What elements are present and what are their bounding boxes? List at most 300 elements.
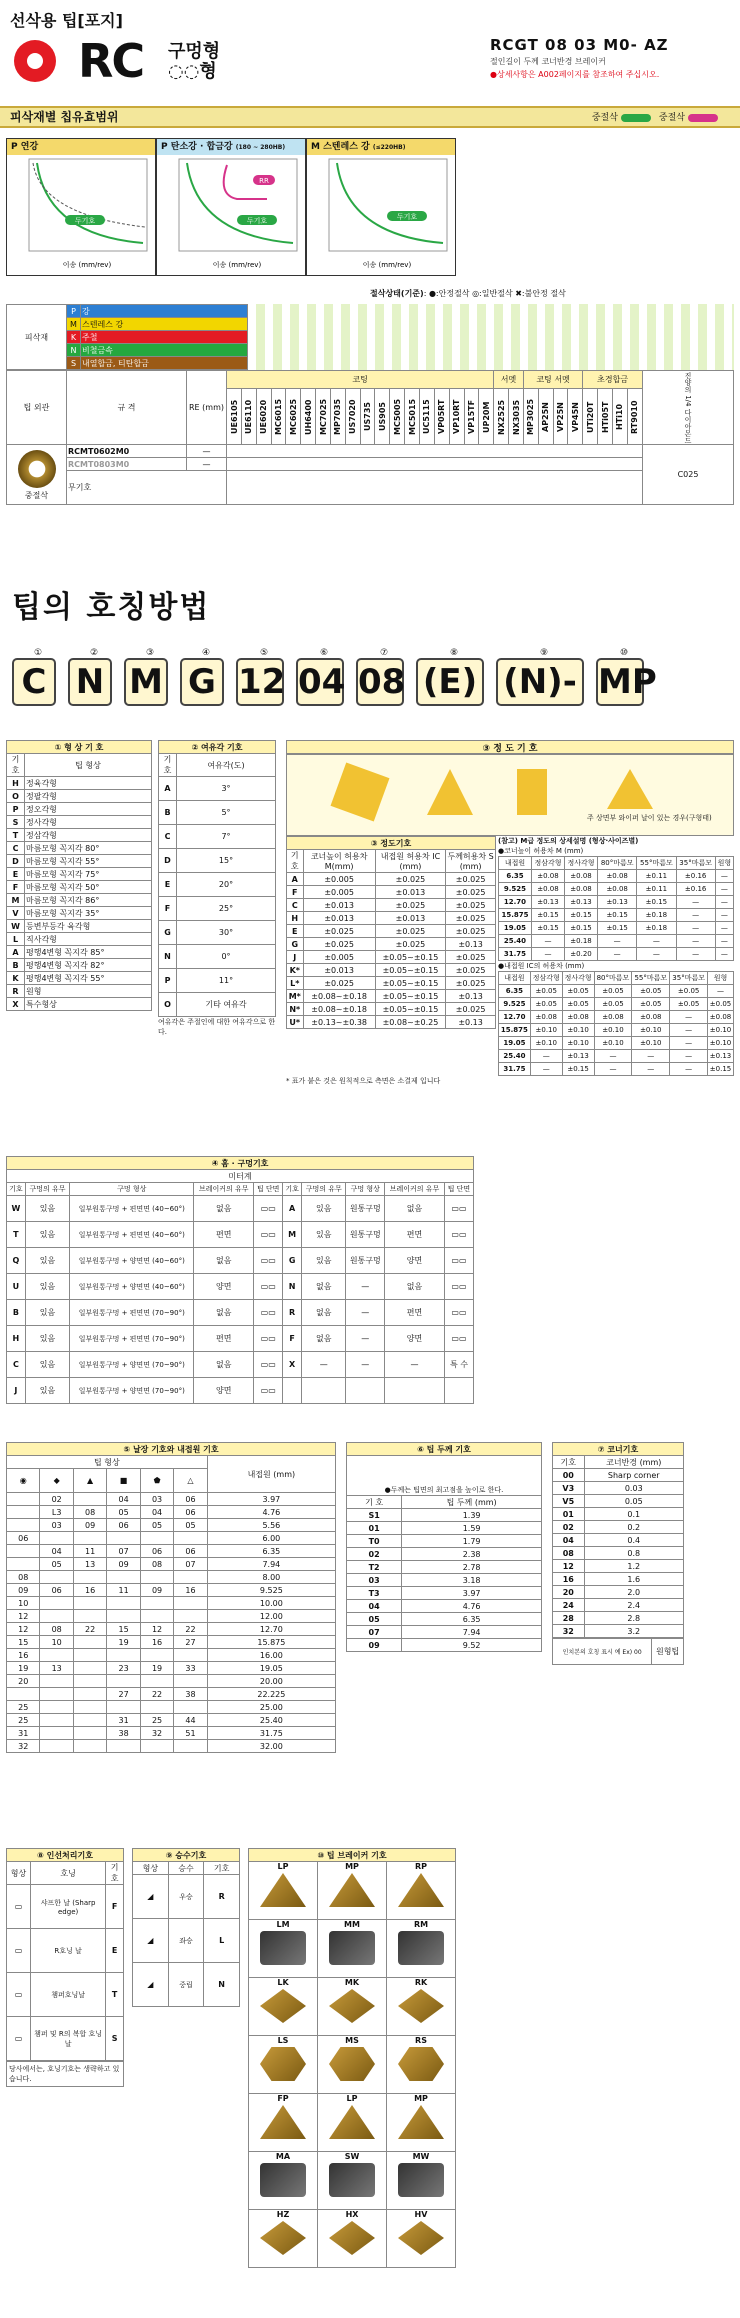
mat-header: 피삭재 xyxy=(7,305,67,370)
cell: 08 xyxy=(73,1506,106,1519)
cell: 평행4변형 꼭지각 55° xyxy=(25,972,152,985)
breaker-icon xyxy=(329,2105,375,2139)
cell: 15.875 xyxy=(499,1024,531,1037)
cell: 25.40 xyxy=(499,1050,531,1063)
cell: ▭▭ xyxy=(444,1248,473,1274)
cell: ±0.15 xyxy=(598,909,637,922)
tip-row-re: — xyxy=(187,458,227,471)
hand-row xyxy=(133,1919,240,1963)
cell: ▭▭ xyxy=(444,1300,473,1326)
cell: ±0.05 xyxy=(562,985,594,998)
cell: 19 xyxy=(140,1662,173,1675)
tol-fig-1 xyxy=(331,763,390,822)
cell: 일부원통구멍 + 양면면 (40~60°) xyxy=(70,1274,194,1300)
cell: ±0.005 xyxy=(303,886,375,899)
tip-row-name: RCMT0602M0 xyxy=(67,445,187,458)
cell: ±0.08 xyxy=(531,870,564,883)
grade-name: NX2525 xyxy=(494,389,509,445)
side-row xyxy=(499,948,734,961)
cell: 09 xyxy=(107,1558,140,1571)
cell: ▭ xyxy=(7,1973,31,2017)
letter-box: 04 xyxy=(296,658,344,706)
cell: 31.75 xyxy=(499,948,532,961)
designation-note: ●상세사항은 A002페이지를 참조하여 주십시오. xyxy=(490,70,660,79)
cell: ±0.10 xyxy=(632,1024,670,1037)
brk-cell xyxy=(387,2036,456,2094)
edge-row xyxy=(7,1597,336,1610)
cell: 16 xyxy=(7,1649,40,1662)
tag2: 두기호 xyxy=(246,217,268,225)
cell xyxy=(73,1610,106,1623)
cell xyxy=(107,1649,140,1662)
cell: 양면 xyxy=(385,1248,445,1274)
cell: — xyxy=(346,1352,385,1378)
cell: 20° xyxy=(177,873,276,897)
cell xyxy=(302,1378,346,1404)
shape-row xyxy=(7,868,152,881)
cell xyxy=(174,1597,207,1610)
cell: ±0.05~±0.15 xyxy=(375,1003,445,1016)
grade-name: RT9010 xyxy=(627,389,642,445)
cell: A xyxy=(7,946,25,959)
cell: 기호 xyxy=(283,1183,302,1196)
cell xyxy=(73,1675,106,1688)
cell: — xyxy=(385,1352,445,1378)
grade-side: 진양의 1/4 다이아몬드 xyxy=(643,371,734,445)
edge-row xyxy=(7,1662,336,1675)
brk-cell xyxy=(249,1978,318,2036)
hon-h: 기호 xyxy=(106,1862,124,1885)
cell: 평행4변형 꼭지각 85° xyxy=(25,946,152,959)
edge-row xyxy=(7,1532,336,1545)
cell: 19.05 xyxy=(499,1037,531,1050)
cell: S xyxy=(7,816,25,829)
cell: 6.35 xyxy=(207,1545,335,1558)
cell: ▭ xyxy=(7,2017,31,2061)
cell: ±0.08 xyxy=(565,870,598,883)
cell xyxy=(140,1740,173,1753)
cell: 25.40 xyxy=(207,1714,335,1727)
brk-cell xyxy=(318,2094,387,2152)
cell: 있음 xyxy=(302,1196,346,1222)
corner-foot2: 원형팁 xyxy=(652,1639,684,1665)
tag: 두기호 xyxy=(74,217,96,225)
cell xyxy=(73,1740,106,1753)
graph-plot xyxy=(307,155,455,275)
cell: L xyxy=(204,1919,240,1963)
shape-row xyxy=(7,803,152,816)
cell: ±0.20 xyxy=(565,948,598,961)
graph-title xyxy=(7,139,155,155)
cell: ±0.15 xyxy=(531,909,564,922)
legend1: 중절삭 xyxy=(591,113,618,123)
side-row xyxy=(499,883,734,896)
edge-row xyxy=(7,1649,336,1662)
breaker-icon xyxy=(329,1931,375,1965)
cell: 없음 xyxy=(385,1274,445,1300)
designation-letters xyxy=(12,648,656,706)
brk-cell xyxy=(249,2036,318,2094)
thick-row xyxy=(347,1639,542,1652)
cell: — xyxy=(715,922,733,935)
grade-name: MC6015 xyxy=(271,389,286,445)
cell: ±0.025 xyxy=(446,912,496,925)
grade-name: HTi10 xyxy=(612,389,627,445)
graph-title xyxy=(307,139,455,155)
brk-cell xyxy=(318,1862,387,1920)
page-header-title: 선삭용 팁[포지] xyxy=(10,11,123,30)
cell: 04 xyxy=(107,1493,140,1506)
tol-side xyxy=(498,836,734,1076)
grade-name: UC5115 xyxy=(419,389,434,445)
clear-row xyxy=(159,801,276,825)
cell: 27 xyxy=(174,1636,207,1649)
cell: 양면 xyxy=(194,1274,254,1300)
cell: 3.97 xyxy=(402,1587,542,1600)
edge-title: ⑤ 날장 기호와 내접원 기호 xyxy=(7,1443,336,1456)
cell xyxy=(174,1701,207,1714)
cell: ±0.08 xyxy=(598,883,637,896)
cell xyxy=(73,1688,106,1701)
cell: 있음 xyxy=(25,1326,69,1352)
g-title: 스텐레스 강 xyxy=(323,142,370,152)
cell: E xyxy=(159,873,177,897)
shape-h1: 기호 xyxy=(7,754,25,777)
cell: 0.05 xyxy=(584,1495,683,1508)
cell: ±0.18 xyxy=(637,909,676,922)
cell: N* xyxy=(287,1003,304,1016)
cell xyxy=(7,1545,40,1558)
cell: K* xyxy=(287,964,304,977)
cell: 팁 단면 xyxy=(254,1183,283,1196)
cell: — xyxy=(594,1063,632,1076)
tol-figures xyxy=(286,754,734,836)
legend-green-pill xyxy=(621,114,651,122)
side-row xyxy=(499,922,734,935)
cell xyxy=(107,1610,140,1623)
graph-title xyxy=(157,139,305,155)
cell: ±0.18 xyxy=(565,935,598,948)
cell: 09 xyxy=(347,1639,402,1652)
honing-panel xyxy=(6,1848,124,2087)
cell xyxy=(174,1610,207,1623)
g-label: P xyxy=(161,142,168,152)
cell xyxy=(385,1378,445,1404)
cell: 2.38 xyxy=(402,1548,542,1561)
thick-row xyxy=(347,1561,542,1574)
tol-h: 두께허용차 S (mm) xyxy=(446,850,496,873)
cell: ±0.13~±0.38 xyxy=(303,1016,375,1029)
thick-h: 기 호 xyxy=(347,1496,402,1509)
clear-row xyxy=(159,873,276,897)
cell: ±0.08 xyxy=(562,1011,594,1024)
hole-row xyxy=(7,1300,474,1326)
breaker-icon xyxy=(329,2221,375,2255)
cell: 정팔각형 xyxy=(25,790,152,803)
cell: — xyxy=(676,896,715,909)
cell: — xyxy=(715,909,733,922)
letter-box: 08 xyxy=(356,658,404,706)
cell: 일부원통구멍 + 양면면 (40~60°) xyxy=(70,1248,194,1274)
brk-row xyxy=(249,1862,456,1920)
cell: 마름모형 꼭지각 35° xyxy=(25,907,152,920)
cell: ±0.025 xyxy=(446,964,496,977)
cell: — xyxy=(676,948,715,961)
cell xyxy=(107,1571,140,1584)
cell: K xyxy=(7,972,25,985)
cell: 02 xyxy=(553,1521,585,1534)
cell: 9.525 xyxy=(499,883,532,896)
cell: ±0.05 xyxy=(562,998,594,1011)
cell: A xyxy=(159,777,177,801)
cell: 일부원통구멍 + 편면면 (40~60°) xyxy=(70,1196,194,1222)
cell: 챔퍼 및 R의 복합 호닝날 xyxy=(31,2017,106,2061)
cell: 있음 xyxy=(25,1378,69,1404)
grp-coat: 코팅 xyxy=(227,371,494,389)
letter-num: ⑥ xyxy=(319,648,329,658)
brk-label: HZ xyxy=(276,2210,290,2219)
cell: 편면 xyxy=(385,1300,445,1326)
cell: 평행4변형 꼭지각 82° xyxy=(25,959,152,972)
edge-row xyxy=(7,1727,336,1740)
cell: 없음 xyxy=(194,1248,254,1274)
hole-row xyxy=(7,1196,474,1222)
cell: ±0.05 xyxy=(632,998,670,1011)
cell: — xyxy=(598,935,637,948)
cell: 우승 xyxy=(168,1875,204,1919)
cell: 25.40 xyxy=(499,935,532,948)
cell: — xyxy=(676,909,715,922)
cell: N xyxy=(159,945,177,969)
clear-title: ② 여유각 기호 xyxy=(159,741,276,754)
grade-name: HTi05T xyxy=(598,389,613,445)
cell: 7.94 xyxy=(402,1626,542,1639)
breaker-icon xyxy=(398,1989,444,2023)
page-ref: C025 xyxy=(643,445,734,505)
cell: 중립 xyxy=(168,1963,204,2007)
cell: 원형 xyxy=(708,972,734,985)
letter-box: N xyxy=(68,658,112,706)
cell xyxy=(73,1597,106,1610)
side-head xyxy=(499,857,734,870)
cell: ±0.10 xyxy=(594,1024,632,1037)
cell xyxy=(174,1740,207,1753)
cell: 16 xyxy=(73,1584,106,1597)
cell: 06 xyxy=(174,1506,207,1519)
clear-note: 여유각은 주절인에 대한 여유각으로 한다. xyxy=(158,1018,276,1036)
designation-letter xyxy=(416,648,492,706)
cell: 7° xyxy=(177,825,276,849)
cell: 51 xyxy=(174,1727,207,1740)
cell: ±0.05 xyxy=(708,998,734,1011)
cell: ▭▭ xyxy=(444,1222,473,1248)
graph-2 xyxy=(156,138,306,276)
cell: M* xyxy=(287,990,304,1003)
grade-name: MC5005 xyxy=(390,389,405,445)
letter-box: MP xyxy=(596,658,644,706)
cell: 마름모형 꼭지각 75° xyxy=(25,868,152,881)
breaker-icon xyxy=(398,2047,444,2081)
cell: 있음 xyxy=(25,1248,69,1274)
cell: — xyxy=(302,1352,346,1378)
cell: 07 xyxy=(174,1558,207,1571)
cell: P xyxy=(159,969,177,993)
cond-3: ✖:불안정 절삭 xyxy=(515,289,566,298)
cell: ±0.025 xyxy=(446,873,496,886)
cell: 05 xyxy=(140,1519,173,1532)
cell: ±0.05~±0.15 xyxy=(375,977,445,990)
brk-row xyxy=(249,1920,456,1978)
side-row xyxy=(499,998,734,1011)
grp-cermet: 서멧 xyxy=(494,371,524,389)
cell: ±0.10 xyxy=(562,1024,594,1037)
cell: X xyxy=(7,998,25,1011)
tol-row xyxy=(287,977,496,990)
cell: 4.76 xyxy=(402,1600,542,1613)
brk-cell xyxy=(318,1978,387,2036)
grade-name: VP05RT xyxy=(434,389,449,445)
g-label: P xyxy=(11,142,18,152)
cell: — xyxy=(531,948,564,961)
cell: — xyxy=(715,870,733,883)
cell: 정삼각형 xyxy=(530,972,562,985)
side-row xyxy=(499,1063,734,1076)
cell: — xyxy=(346,1300,385,1326)
cell: 31 xyxy=(107,1714,140,1727)
mat-name: 강 xyxy=(81,305,248,318)
hole-row xyxy=(7,1274,474,1300)
g-title: 연강 xyxy=(20,142,39,152)
brk-row xyxy=(249,2094,456,2152)
cell: 06 xyxy=(7,1532,40,1545)
clear-h1: 기호 xyxy=(159,754,177,777)
cell: 편면 xyxy=(194,1222,254,1248)
cell: A xyxy=(287,873,304,886)
cell xyxy=(107,1597,140,1610)
cell: 13 xyxy=(73,1558,106,1571)
breaker-icon xyxy=(260,1989,306,2023)
cell: — xyxy=(531,935,564,948)
mat-name: 스텐레스 강 xyxy=(81,318,248,331)
breaker-icon xyxy=(398,1873,444,1907)
brk-row xyxy=(249,2210,456,2268)
cell: 38 xyxy=(174,1688,207,1701)
brk-label: LP xyxy=(277,1862,289,1871)
brk-cell xyxy=(249,2152,318,2210)
corner-row xyxy=(553,1586,684,1599)
hon-h: 형상 xyxy=(7,1862,31,1885)
cell: ±0.025 xyxy=(375,938,445,951)
cell: 06 xyxy=(40,1584,73,1597)
edge-row xyxy=(7,1610,336,1623)
mat-key: P xyxy=(67,305,81,318)
cell: ±0.13 xyxy=(562,1050,594,1063)
cell: ±0.08 xyxy=(594,1011,632,1024)
cell xyxy=(140,1571,173,1584)
cell: U xyxy=(7,1274,26,1300)
cell: 06 xyxy=(174,1493,207,1506)
cell: 샤프한 날 (Sharp edge) xyxy=(31,1885,106,1929)
cell: V xyxy=(7,907,25,920)
brk-label: MW xyxy=(412,2152,430,2161)
cell: T xyxy=(7,1222,26,1248)
brk-label: MS xyxy=(345,2036,359,2045)
cell: 10 xyxy=(7,1597,40,1610)
cell: 일부원통구멍 + 양면면 (70~90°) xyxy=(70,1378,194,1404)
cell: N xyxy=(283,1274,302,1300)
product-subtitle xyxy=(168,42,220,82)
cell: ±0.15 xyxy=(598,922,637,935)
tol-row xyxy=(287,912,496,925)
cell: 6.35 xyxy=(499,985,531,998)
cell: 08 xyxy=(7,1571,40,1584)
cell: ±0.025 xyxy=(446,899,496,912)
cell: 없음 xyxy=(302,1326,346,1352)
cell: ▭▭ xyxy=(254,1248,283,1274)
cell xyxy=(73,1636,106,1649)
side-row xyxy=(499,1024,734,1037)
grade-name: MC6025 xyxy=(286,389,301,445)
logo xyxy=(14,40,56,82)
hole-row xyxy=(7,1352,474,1378)
cell: 원형 xyxy=(715,857,733,870)
mat-key: K xyxy=(67,331,81,344)
cell xyxy=(107,1532,140,1545)
cell: F xyxy=(106,1885,124,1929)
cell: 일부원통구멍 + 양면면 (70~90°) xyxy=(70,1352,194,1378)
brk-label: RM xyxy=(413,1920,429,1929)
cell: 3° xyxy=(177,777,276,801)
brk-label: HX xyxy=(345,2210,359,2219)
brk-label: LK xyxy=(277,1978,289,1987)
tol-row xyxy=(287,873,496,886)
cell: ±0.005 xyxy=(303,873,375,886)
cell: 6.35 xyxy=(402,1613,542,1626)
cell: 없음 xyxy=(194,1300,254,1326)
graph-1 xyxy=(6,138,156,276)
cell: ±0.13 xyxy=(446,990,496,1003)
cell: C xyxy=(7,1352,26,1378)
breaker-icon xyxy=(329,2047,375,2081)
clear-row xyxy=(159,993,276,1017)
mat-key: N xyxy=(67,344,81,357)
cell: — xyxy=(670,1063,708,1076)
hand-h: 승수 xyxy=(168,1862,204,1875)
corner-row xyxy=(553,1469,684,1482)
hon-row xyxy=(7,1929,124,1973)
breaker-panel xyxy=(248,1848,452,2268)
cell: ±0.10 xyxy=(594,1037,632,1050)
material-table xyxy=(6,304,248,370)
cell: ±0.08~±0.18 xyxy=(303,990,375,1003)
cell: 양면 xyxy=(385,1326,445,1352)
designation-letter xyxy=(296,648,352,706)
cell: 특 수 xyxy=(444,1352,473,1378)
cell: 내접원 xyxy=(499,857,532,870)
cell: 15.875 xyxy=(207,1636,335,1649)
tol-row xyxy=(287,1016,496,1029)
cell xyxy=(40,1675,73,1688)
cell: — xyxy=(632,1050,670,1063)
letter-num: ⑧ xyxy=(449,648,459,658)
cell: ±0.025 xyxy=(303,938,375,951)
side-row xyxy=(499,909,734,922)
cell: 0.8 xyxy=(584,1547,683,1560)
hole-row xyxy=(7,1326,474,1352)
letter-box: (E) xyxy=(416,658,484,706)
shape-panel xyxy=(6,740,152,1011)
grade-dot-grid xyxy=(248,304,734,370)
